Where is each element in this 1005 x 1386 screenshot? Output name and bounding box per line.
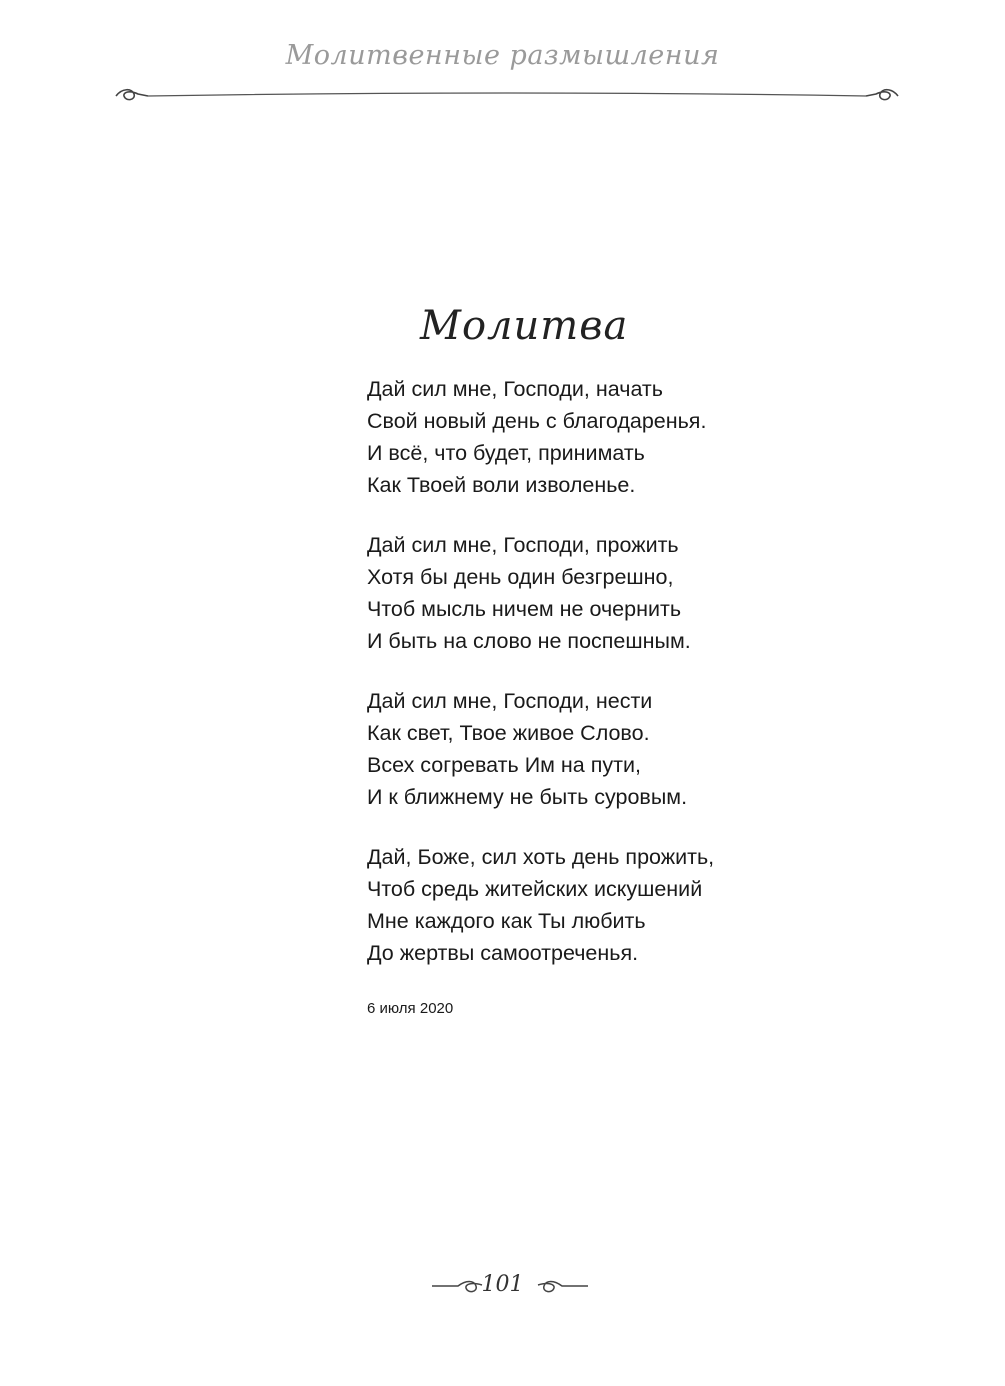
poem-line: До жертвы самоотреченья. — [367, 941, 639, 965]
poem-line: Дай сил мне, Господи, прожить — [367, 533, 679, 557]
poem-title: Молитва — [420, 303, 629, 349]
poem-line: Мне каждого как Ты любить — [367, 909, 646, 933]
poem-line: И всё, что будет, принимать — [367, 441, 645, 465]
poem-line: Дай, Боже, сил хоть день прожить, — [367, 845, 715, 869]
poem-line: Чтоб мысль ничем не очернить — [367, 597, 682, 621]
page-number: 101 — [481, 1272, 524, 1297]
stanza — [367, 373, 927, 501]
poem-line: Как Твоей воли изволенье. — [367, 473, 636, 497]
stanza — [367, 529, 927, 657]
flourish-left-icon — [116, 90, 148, 100]
header-rule-line — [148, 93, 866, 96]
poem-line: И к ближнему не быть суровым. — [367, 785, 688, 809]
stanza — [367, 841, 927, 969]
poem-line: Дай сил мне, Господи, начать — [367, 377, 663, 401]
poem-line: Хотя бы день один безгрешно, — [367, 565, 674, 589]
poem-line: Чтоб средь житейских искушений — [367, 877, 703, 901]
running-head: Молитвенные размышления — [285, 40, 720, 71]
poem-line: Как свет, Твое живое Слово. — [367, 721, 650, 745]
poem-date: 6 июля 2020 — [367, 1000, 454, 1017]
poem-body — [367, 373, 927, 997]
poem-line: Дай сил мне, Господи, нести — [367, 689, 653, 713]
poem-line: Всех согревать Им на пути, — [367, 753, 641, 777]
stanza — [367, 685, 927, 813]
flourish-right-icon — [866, 90, 898, 100]
poem-line: И быть на слово не поспешным. — [367, 629, 691, 653]
poem-line: Свой новый день с благодаренья. — [367, 409, 707, 433]
header-rule — [112, 80, 902, 110]
